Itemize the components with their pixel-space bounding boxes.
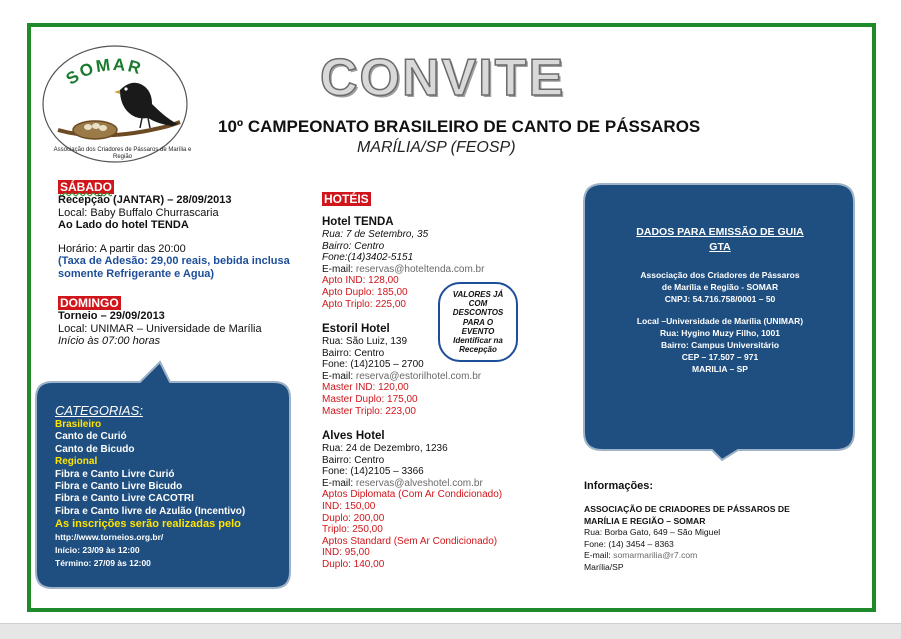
hotel-alves xyxy=(322,430,502,571)
categoria-item: Fibra e Canto Livre Curió xyxy=(55,468,175,480)
info-email-row xyxy=(584,550,790,562)
sabado-line6: somente Refrigerante e Agua) xyxy=(58,267,215,280)
valores-line: Recepção xyxy=(459,345,497,355)
valores-line: Identificar na xyxy=(453,336,503,346)
domingo-line3: Início às 07:00 horas xyxy=(58,334,161,347)
hotel-street: Rua: São Luiz, 139 xyxy=(322,336,408,347)
guia-box xyxy=(600,225,840,375)
hotel-price: Master Triplo: 223,00 xyxy=(322,405,416,417)
hotel-price: Master Duplo: 175,00 xyxy=(322,393,418,405)
event-title: 10º CAMPEONATO BRASILEIRO DE CANTO DE PÁSSAROS xyxy=(218,117,701,136)
inscricoes-text: As inscrições serão realizadas pelo xyxy=(55,518,241,531)
hotel-email-link[interactable]: reservas@alveshotel.com.br xyxy=(355,477,483,489)
hotel-email-link[interactable]: reserva@estorilhotel.com.br xyxy=(355,370,482,382)
valores-text xyxy=(442,290,514,354)
hotel-price: Apto Duplo: 185,00 xyxy=(322,286,408,298)
event-location: MARÍLIA/SP (FEOSP) xyxy=(357,139,516,156)
categorias-title: CATEGORIAS: xyxy=(55,403,143,418)
hotel-name: Hotel TENDA xyxy=(322,216,394,228)
logo-caption: Associação dos Criadores de Pássaros de Marília e Região xyxy=(53,147,192,160)
guia-line: de Marília e Região - SOMAR xyxy=(661,282,779,292)
guia-title-line: DADOS PARA EMISSÃO DE GUIA xyxy=(636,226,804,238)
bottom-shadow xyxy=(0,623,901,639)
guia-title xyxy=(600,225,840,255)
hotel-fone: Fone: (14)2105 – 3366 xyxy=(322,466,424,478)
hotel-bairro: Bairro: Centro xyxy=(322,347,385,359)
categoria-item: Fibra e Canto Livre Bicudo xyxy=(55,481,183,493)
inscricoes-inicio: Início: 23/09 às 12:00 xyxy=(55,544,140,555)
inscricoes-site-link[interactable]: http://www.torneios.org.br/ xyxy=(55,531,164,542)
guia-line: CEP – 17.507 – 971 xyxy=(681,352,759,362)
sabado-line5: (Taxa de Adesão: 29,00 reais, bebida inclusa xyxy=(58,255,290,268)
categoria-item: Canto de Curió xyxy=(55,431,127,443)
sabado-line3: Ao Lado do hotel TENDA xyxy=(58,218,189,231)
hotel-bairro: Bairro: Centro xyxy=(322,240,385,252)
sabado-line2: Local: Baby Buffalo Churrascaria xyxy=(58,206,219,219)
hotel-email-link[interactable]: reservas@hoteltenda.com.br xyxy=(355,263,485,275)
hotel-email-row xyxy=(322,264,484,276)
convite-title: CONVITE xyxy=(320,49,566,107)
email-label: E-mail: xyxy=(584,550,614,560)
hoteis-heading xyxy=(322,192,371,206)
sabado-line4: Horário: A partir das 20:00 xyxy=(58,243,186,256)
guia-line: Bairro: Campus Universitário xyxy=(660,340,780,350)
hotel-price: Duplo: 200,00 xyxy=(322,512,385,524)
hotel-price: Duplo: 140,00 xyxy=(322,558,385,570)
hotel-street: Rua: 24 de Dezembro, 1236 xyxy=(322,443,448,454)
valores-line: DESCONTOS xyxy=(452,308,504,318)
info-line: Marília/SP xyxy=(584,561,624,572)
info-line: Rua: Borba Gato, 649 – São Miguel xyxy=(584,527,721,537)
guia-title-line: GTA xyxy=(709,241,731,253)
info-heading: Informações: xyxy=(584,480,654,492)
email-label: E-mail: xyxy=(322,370,356,382)
valores-line: PARA O xyxy=(462,317,494,327)
hotel-street: Rua: 7 de Setembro, 35 xyxy=(322,229,429,240)
categoria-item: Regional xyxy=(55,456,98,468)
info-line: ASSOCIAÇÃO DE CRIADORES DE PÁSSAROS DE xyxy=(584,504,790,514)
guia-line: Associação dos Criadores de Pássaros xyxy=(640,270,800,280)
hotel-name: Alves Hotel xyxy=(322,430,385,442)
sabado-section xyxy=(58,180,290,280)
inscricoes-termino: Término: 27/09 às 12:00 xyxy=(55,557,151,568)
info-line: MARÍLIA E REGIÃO – SOMAR xyxy=(584,515,706,526)
hotel-price: Master IND: 120,00 xyxy=(322,382,409,394)
sabado-tag: SÁBADO xyxy=(60,180,113,194)
logo-name: SOMAR xyxy=(62,55,145,89)
hotel-category: Aptos Diplomata (Com Ar Condicionado) xyxy=(322,489,503,501)
info-line: Fone: (14) 3454 – 8363 xyxy=(584,538,674,549)
guia-line: CNPJ: 54.716.758/0001 – 50 xyxy=(664,294,776,304)
guia-line: Local –Universidade de Marília (UNIMAR) xyxy=(636,316,804,326)
categoria-item: Fibra e Canto Livre CACOTRI xyxy=(55,493,194,505)
domingo-section xyxy=(58,296,262,347)
valores-line: VALORES JÁ xyxy=(452,290,504,299)
valores-line: COM xyxy=(468,299,488,309)
info-section xyxy=(584,504,790,573)
valores-line: EVENTO xyxy=(461,326,495,336)
hotel-price: Apto Triplo: 225,00 xyxy=(322,298,406,310)
domingo-line2: Local: UNIMAR – Universidade de Marília xyxy=(58,322,262,335)
guia-line: MARILIA – SP xyxy=(692,364,748,374)
categorias-box xyxy=(55,403,285,570)
hotel-fone: Fone: (14)2105 – 2700 xyxy=(322,359,424,371)
hotel-price: Triplo: 250,00 xyxy=(322,524,383,536)
hotel-email-row xyxy=(322,478,502,490)
hotel-email-row xyxy=(322,371,481,383)
categoria-item: Canto de Bicudo xyxy=(55,443,135,455)
domingo-line1: Torneio – 29/09/2013 xyxy=(58,310,165,323)
email-label: E-mail: xyxy=(322,477,356,489)
info-email-link[interactable]: somarmarilia@r7.com xyxy=(613,550,698,560)
categoria-item: Brasileiro xyxy=(55,419,102,430)
email-label: E-mail: xyxy=(322,263,356,275)
hoteis-tag: HOTÉIS xyxy=(324,192,369,206)
hotel-price: IND: 150,00 xyxy=(322,500,376,512)
sabado-line1: Recepção (JANTAR) – 28/09/2013 xyxy=(58,194,232,207)
hotel-price: Apto IND: 128,00 xyxy=(322,275,399,287)
guia-line: Rua: Hygino Muzy Filho, 1001 xyxy=(660,328,780,338)
hotel-price: IND: 95,00 xyxy=(322,547,370,559)
hotel-name: Estoril Hotel xyxy=(322,323,390,335)
categoria-item: Fibra e Canto livre de Azulão (Incentivo) xyxy=(55,505,246,517)
domingo-tag: DOMINGO xyxy=(60,296,119,310)
hotel-fone: Fone:(14)3402-5151 xyxy=(322,252,414,264)
hotel-bairro: Bairro: Centro xyxy=(322,454,385,466)
hotel-category: Aptos Standard (Sem Ar Condicionado) xyxy=(322,535,498,547)
